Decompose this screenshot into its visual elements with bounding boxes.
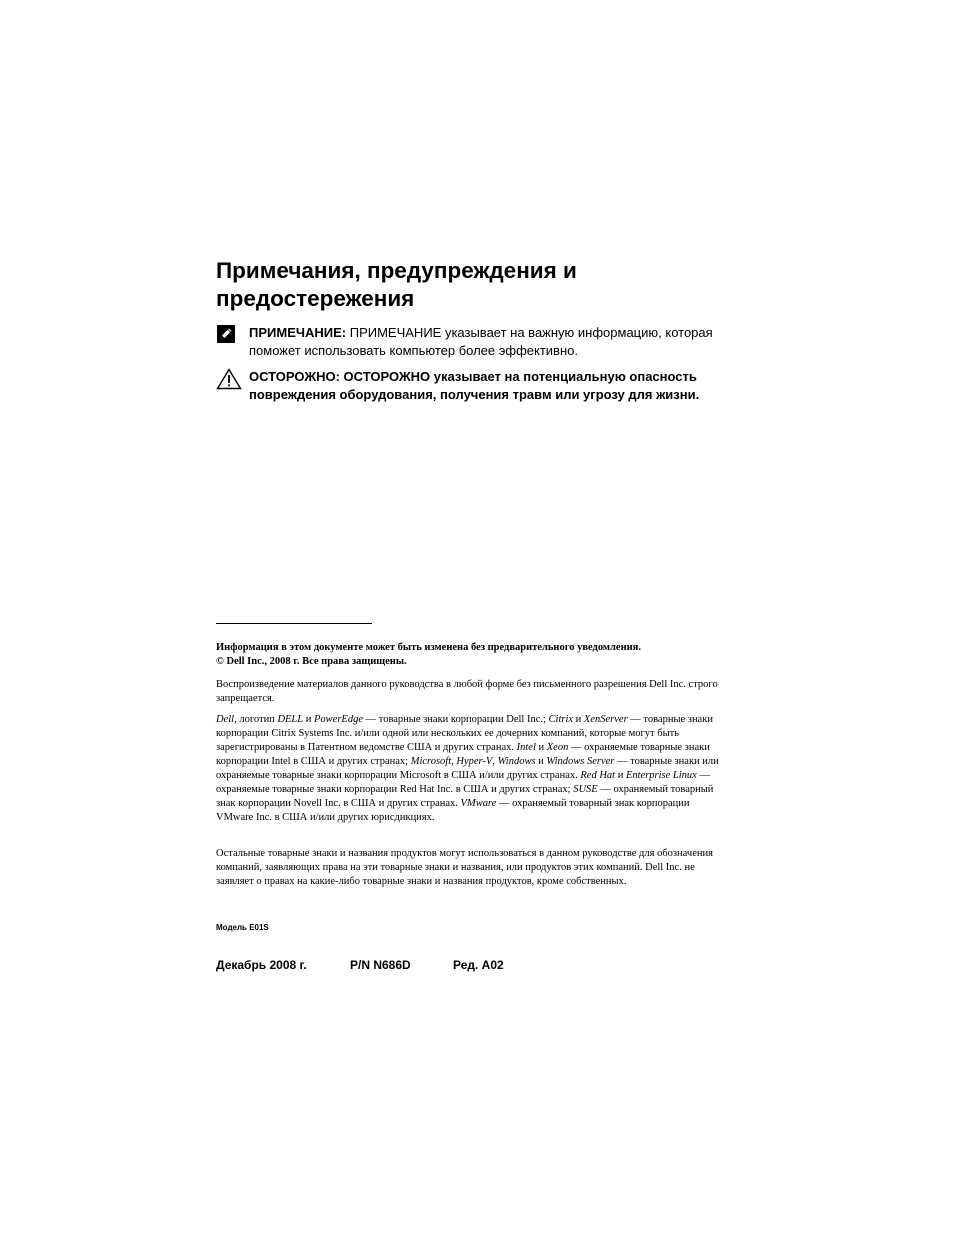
tm-xeon: Xeon bbox=[546, 742, 569, 753]
caution-text bbox=[249, 368, 721, 403]
model-number: Модель E01S bbox=[216, 923, 269, 932]
note-label: ПРИМЕЧАНИЕ: bbox=[249, 325, 347, 340]
tm-text: , логотип bbox=[234, 714, 278, 725]
copyright-line: © Dell Inc., 2008 г. Все права защищены. bbox=[216, 656, 407, 667]
page-title-line-2: предостережения bbox=[216, 286, 415, 311]
tm-enterprise-linux: Enterprise Linux bbox=[625, 770, 697, 781]
tm-windows: Windows bbox=[497, 756, 536, 767]
tm-text: — товарные знаки или охраняемые товарные знаки корпорации Microsoft в США и/или других странах. bbox=[216, 756, 719, 781]
warning-triangle-icon bbox=[216, 368, 242, 395]
note-text bbox=[249, 324, 721, 359]
part-number: P/N N686D bbox=[350, 958, 411, 972]
tm-suse: SUSE bbox=[573, 784, 598, 795]
tm-text: — товарные знаки корпорации Dell Inc.; bbox=[363, 714, 549, 725]
tm-xenserver: XenServer bbox=[583, 714, 628, 725]
tm-intel: Intel bbox=[516, 742, 536, 753]
tm-text: — охраняемые товарные знаки корпорации Red Hat Inc. в США и других странах; bbox=[216, 770, 710, 795]
trademarks-paragraph bbox=[216, 713, 720, 825]
change-notice-line-1: Информация в этом документе может быть изменена без предварительного уведомления. bbox=[216, 642, 641, 653]
tm-text: и bbox=[535, 742, 547, 753]
caution-label: ОСТОРОЖНО: bbox=[249, 369, 340, 384]
tm-microsoft: Microsoft bbox=[410, 756, 452, 767]
tm-hyperv: Hyper-V bbox=[456, 756, 493, 767]
note-body: ПРИМЕЧАНИЕ указывает на важную информацию, которая поможет использовать компьютер более эффективно. bbox=[249, 325, 713, 358]
page-title-line-1: Примечания, предупреждения и bbox=[216, 258, 577, 283]
tm-citrix: Citrix bbox=[548, 714, 574, 725]
tm-text: — охраняемые товарные знаки корпорации Intel в США и других странах; bbox=[216, 742, 710, 767]
tm-text: , bbox=[451, 756, 457, 767]
tm-text: и bbox=[535, 756, 547, 767]
tm-windows-server: Windows Server bbox=[546, 756, 615, 767]
caution-body: ОСТОРОЖНО указывает на потенциальную опасность повреждения оборудования, получения травм или угрозу для жизни. bbox=[249, 369, 700, 402]
divider-rule bbox=[216, 623, 372, 624]
tm-text: — охраняемый товарный знак корпорации VMware Inc. в США и/или других юрисдикциях. bbox=[216, 798, 690, 823]
reproduction-notice: Воспроизведение материалов данного руководства в любой форме без письменного разрешения Dell Inc. строго запрещается. bbox=[216, 679, 718, 704]
publication-date: Декабрь 2008 г. bbox=[216, 958, 307, 972]
tm-dell: Dell bbox=[216, 714, 235, 725]
tm-redhat: Red Hat bbox=[580, 770, 616, 781]
tm-dell-logo: DELL bbox=[277, 714, 304, 725]
tm-text: — товарные знаки корпорации Citrix Systems Inc. и/или одной или нескольких ее дочерних компаний, которые могут быть зарегистрированы в Патентном ведомстве США и других странах. bbox=[216, 714, 713, 753]
tm-text: и bbox=[573, 714, 584, 725]
change-notice bbox=[216, 641, 720, 669]
tm-text: и bbox=[615, 770, 626, 781]
tm-text: , bbox=[492, 756, 498, 767]
tm-text: и bbox=[303, 714, 314, 725]
tm-text: — охраняемый товарный знак корпорации Novell Inc. в США и других странах. bbox=[216, 784, 714, 809]
revision: Ред. A02 bbox=[453, 958, 504, 972]
page-title bbox=[216, 257, 720, 313]
tm-poweredge: PowerEdge bbox=[314, 714, 363, 725]
pencil-note-icon bbox=[216, 324, 236, 349]
other-trademarks-paragraph: Остальные товарные знаки и названия продуктов могут использоваться в данном руководстве для обозначения компаний, заявляющих права на эти товарные знаки и названия, или продуктов этих компаний. Dell Inc. не заявляет о правах на какие-либо товарные знаки и названия продуктов, кроме собственных. bbox=[216, 848, 713, 887]
tm-vmware: VMware bbox=[460, 798, 497, 809]
